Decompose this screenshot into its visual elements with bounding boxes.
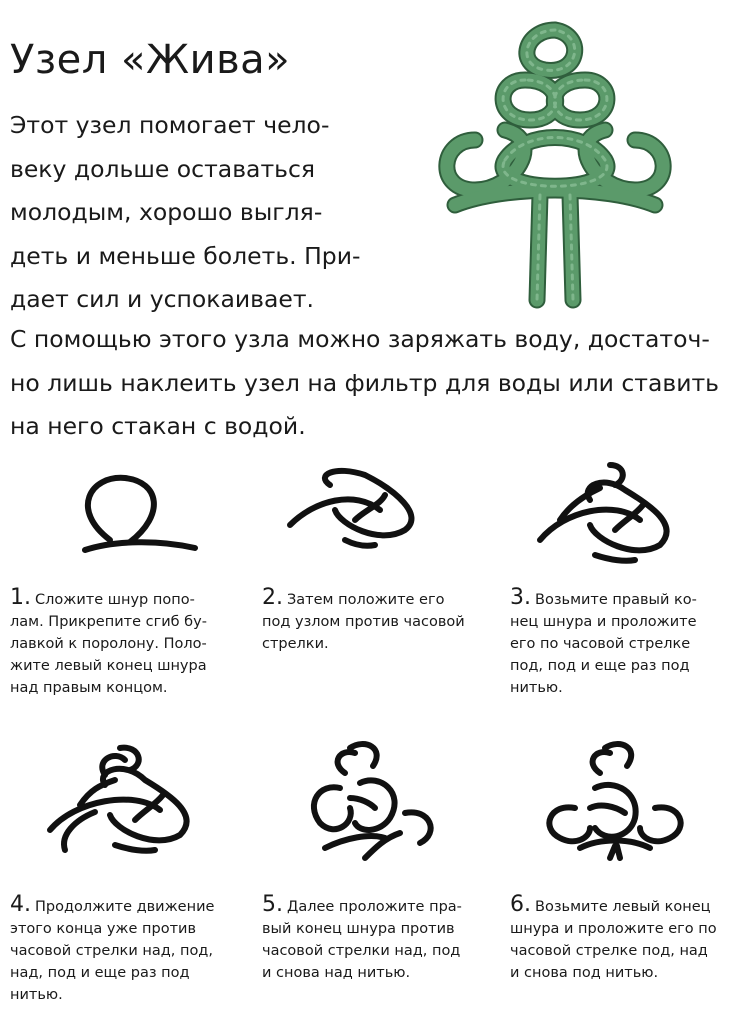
step-line: лавкой к поролону. Поло- <box>10 636 207 652</box>
water-line: на него стакан с водой. <box>10 412 306 440</box>
step-line: и снова под нитью. <box>510 965 659 981</box>
step-3-diagram <box>535 460 685 570</box>
step-line: Продолжите движение <box>35 899 215 915</box>
intro-line: Этот узел помогает чело- <box>10 111 330 139</box>
step-line: часовой стрелки над, под, <box>10 943 213 959</box>
step-number: 4. <box>10 892 31 917</box>
step-line: Затем положите его <box>287 592 445 608</box>
step-line: часовой стрелке под, над <box>510 943 708 959</box>
page-title: Узел «Жива» <box>10 37 291 83</box>
step-4-text <box>10 894 250 1006</box>
step-2-diagram <box>285 465 425 560</box>
step-line: и снова над нитью. <box>262 965 411 981</box>
step-3-text <box>510 587 750 699</box>
water-line: С помощью этого узла можно заряжать воду, достаточ- <box>10 325 710 353</box>
intro-paragraph <box>10 104 390 322</box>
step-line: над правым концом. <box>10 680 168 696</box>
step-line: нец шнура и проложите <box>510 614 697 630</box>
step-line: нитью. <box>10 987 63 1003</box>
step-line: под узлом против часовой <box>262 614 465 630</box>
step-2-text <box>262 587 502 655</box>
water-line: но лишь наклеить узел на фильтр для воды или ставить <box>10 368 720 397</box>
step-line: Сложите шнур попо- <box>35 592 195 608</box>
step-line: под, под и еще раз под <box>510 658 690 674</box>
intro-line: деть и меньше болеть. При- <box>10 241 361 270</box>
intro-line: молодым, хорошо выгля- <box>10 198 323 226</box>
step-line: шнура и проложите его по <box>510 921 717 937</box>
step-number: 5. <box>262 892 283 917</box>
step-line: вый конец шнура против <box>262 921 455 937</box>
intro-line: веку дольше оставаться <box>10 154 316 183</box>
step-line: стрелки. <box>262 636 329 652</box>
step-line: Возьмите левый конец <box>535 899 711 915</box>
step-line: лам. Прикрепите сгиб бу- <box>10 614 207 630</box>
step-5-diagram <box>295 738 445 863</box>
step-number: 6. <box>510 892 531 917</box>
step-line: этого конца уже против <box>10 921 196 937</box>
step-number: 3. <box>510 585 531 610</box>
step-6-diagram <box>535 738 695 863</box>
water-paragraph <box>10 318 750 449</box>
step-line: его по часовой стрелке <box>510 636 691 652</box>
step-1-text <box>10 587 250 699</box>
step-line: над, под и еще раз под <box>10 965 190 981</box>
step-6-text <box>510 894 750 984</box>
knot-photo <box>415 10 695 310</box>
intro-line: дает сил и успокаивает. <box>10 285 314 313</box>
step-4-diagram <box>45 740 205 860</box>
step-number: 1. <box>10 585 31 610</box>
step-number: 2. <box>262 585 283 610</box>
step-line: часовой стрелки над, под <box>262 943 461 959</box>
step-line: жите левый конец шнура <box>10 658 207 674</box>
step-1-diagram <box>70 470 200 560</box>
step-5-text <box>262 894 502 984</box>
step-line: нитью. <box>510 680 563 696</box>
step-line: Далее проложите пра- <box>287 899 462 915</box>
step-line: Возьмите правый ко- <box>535 592 697 608</box>
